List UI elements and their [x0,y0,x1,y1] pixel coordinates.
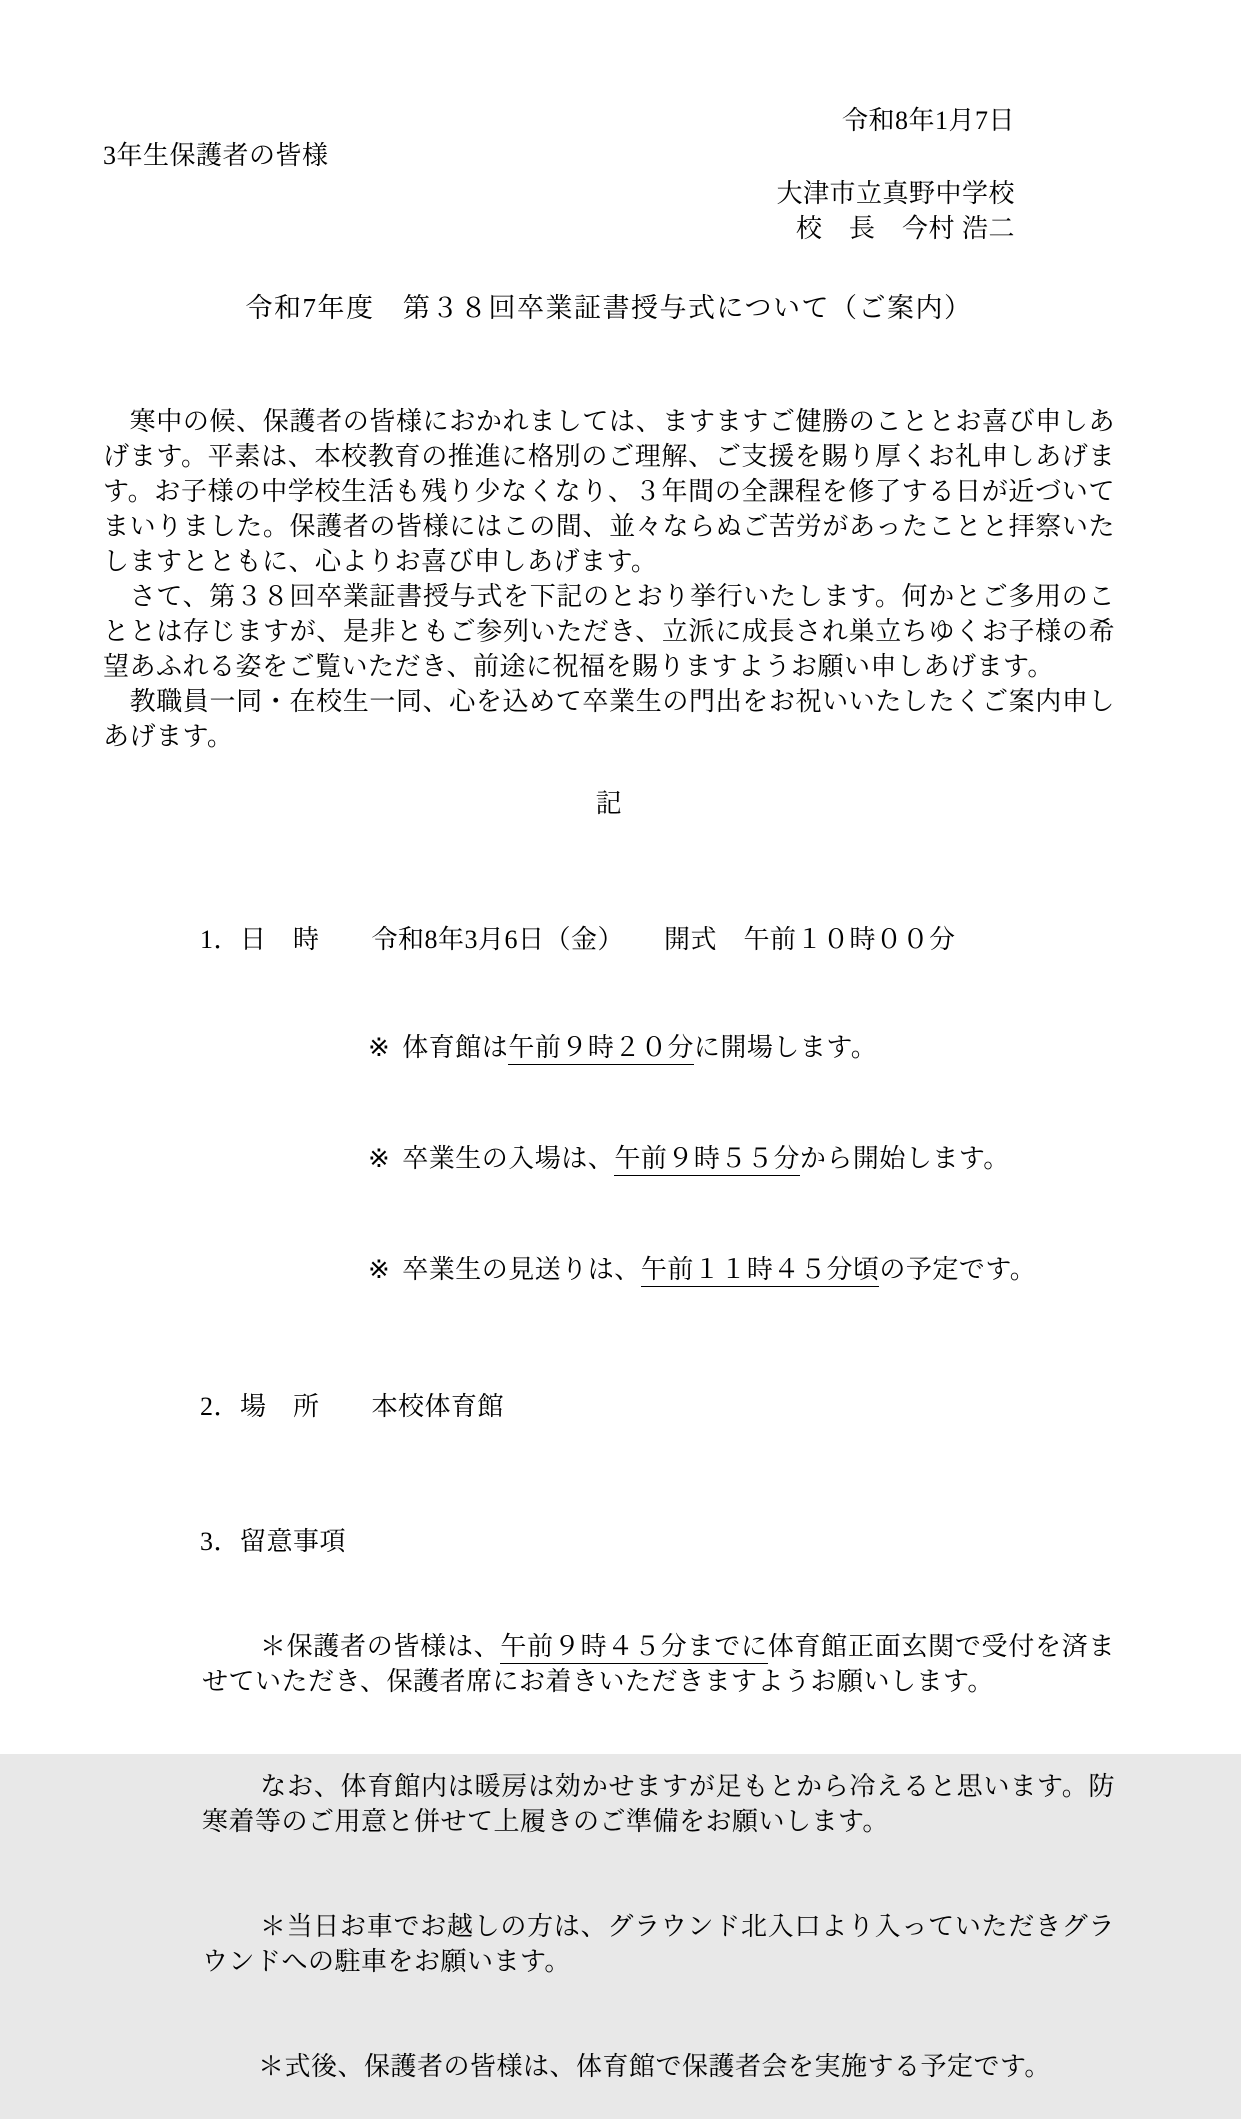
note-text: の予定です。 [879,1255,1037,1284]
reference-mark-icon: ※ [368,1033,391,1062]
body-paragraph-invitation: さて、第３８回卒業証書授与式を下記のとおり挙行いたします。何かとご多用のこととは存じますが、是非ともご参列いただき、立派に成長され巣立ちゆくお子様の希望あふれる姿をご覧いただき、前途に祝福を賜りますようお願い申しあげます。 [103,582,1115,681]
notice-reception [103,1594,1115,1734]
asterisk-marker-icon: ＊ [259,1912,287,1941]
school-name: 大津市立真野中学校 [776,179,1015,208]
note-text: 体育館は [402,1033,509,1062]
note-text: に開場します。 [693,1033,878,1062]
note-text: から開始します。 [799,1144,1010,1173]
body-paragraph-closing: 教職員一同・在校生一同、心を込めて卒業生の門出をお祝いいたしたくご案内申しあげます。 [103,687,1115,751]
notices-list [103,1594,1115,2119]
note-graduates-entrance [312,1103,1115,1214]
section-datetime-value: 令和8年3月6日（金） 開式 午前１０時００分 [371,925,956,954]
reference-mark-icon: ※ [368,1144,391,1173]
section-notices-heading: 3．留意事項 [200,1527,347,1556]
notice-heating-footwear [103,1734,1115,1874]
section-notices [103,1489,1115,1594]
note-text: 卒業生の入場は、 [402,1144,615,1173]
body-paragraph-greeting: 寒中の候、保護者の皆様におかれましては、ますますご健勝のこととお喜び申しあげます。平素は、本校教育の推進に格別のご理解、ご支援を賜り厚くお礼申しあげます。お子様の中学校生活も残り少なくなり、３年間の全課程を修了する日が近づいてまいりました。保護者の皆様にはこの間、並々ならぬご苦労があったことと拝察いたしますとともに、心よりお喜び申しあげます。 [103,407,1115,576]
section-datetime-heading: 1．日 時 [200,925,320,954]
document-date: 令和8年1月7日 [841,106,1015,135]
datetime-notes [103,992,1115,1325]
notice-parents-meeting [103,2014,1115,2119]
section-datetime [103,887,1115,992]
notice-text: 式後、保護者の皆様は、体育館で保護者会を実施する予定です。 [284,2052,1051,2081]
notice-text: 体育館正面玄関で受付を済ませていただき、保護者席にお着きいただきますようお願いします。 [202,1632,1115,1696]
notice-time-underlined: 午前９時４５分までに [500,1632,767,1664]
reference-mark-icon: ※ [368,1255,391,1284]
notice-text: なお、体育館内は暖房は効かせますが足もとから冷えると思います。防寒着等のご用意と併せて上履きのご準備をお願いします。 [202,1772,1116,1836]
notice-text: 保護者の皆様は、 [286,1632,501,1661]
document-title: 令和7年度 第３８回卒業証書授与式について（ご案内） [245,293,973,323]
section-place-value: 本校体育館 [371,1392,505,1421]
note-time-underlined: 午前９時５５分 [614,1144,800,1176]
notice-text: 当日お車でお越しの方は、グラウンド北入口より入っていただきグラウンドへの駐車をお願います。 [202,1912,1115,1976]
note-graduates-sendoff [312,1214,1115,1325]
notice-parking [103,1874,1115,2014]
principal-name: 校 長 今村 浩二 [795,214,1015,243]
note-time-underlined: 午前９時２０分 [508,1033,694,1065]
section-place [103,1354,1115,1459]
record-marker: 記 [595,789,623,818]
note-text: 卒業生の見送りは、 [402,1255,641,1284]
asterisk-marker-icon: ＊ [258,2052,285,2081]
note-time-underlined: 午前１１時４５分頃 [641,1255,880,1287]
section-place-heading: 2．場 所 [200,1392,320,1421]
note-gym-opening [312,992,1115,1103]
asterisk-marker-icon: ＊ [259,1632,287,1661]
addressee: 3年生保護者の皆様 [103,141,329,170]
